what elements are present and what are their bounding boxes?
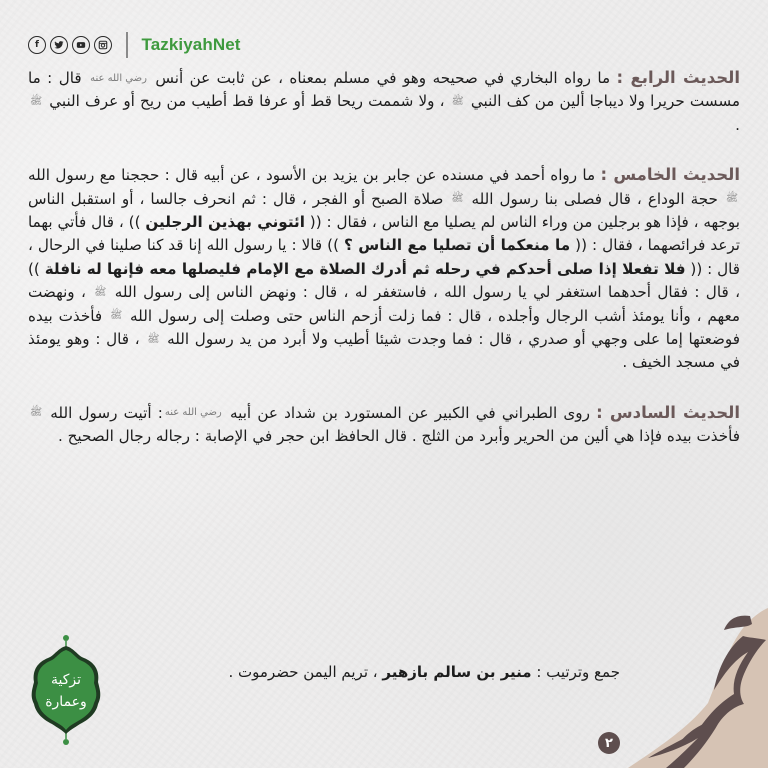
hadith-text: صلاة الصبح أو الفجر ، قال : ثم انحرف جالسا ، أو استقبل الناس بوجهه ، فإذا هو برجلين من وراء الناس لم يصليا مع الناس ، فقال : (( <box>28 189 740 232</box>
logo-text-line2: وعمارة <box>45 694 87 710</box>
youtube-icon[interactable] <box>72 36 90 54</box>
salawat-icon: ﷺ <box>110 310 123 322</box>
salawat-icon: ﷺ <box>451 95 464 107</box>
prophet-quote: ما منعكما أن تصليا مع الناس ؟ <box>344 236 571 255</box>
twitter-icon[interactable] <box>50 36 68 54</box>
hadith-content <box>28 66 740 475</box>
hadith-text: فأخذت بيده فإذا هي ألين من الحرير وأبرد من الثلج . قال الحافظ ابن حجر في الإصابة : رجاله رجال الصحيح . <box>57 427 740 446</box>
facebook-icon[interactable]: f <box>28 36 46 54</box>
hadith-text: ما رواه البخاري في صحيحه وهو في مسلم بمعناه ، عن ثابت عن أنس <box>148 69 617 87</box>
credit-label: جمع وترتيب : <box>531 663 620 681</box>
hadith-title: الحديث الرابع : <box>616 68 740 87</box>
salawat-icon: ﷺ <box>725 193 738 205</box>
logo-text-line1: تزكية <box>50 672 82 688</box>
hadith-text: روى الطبراني في الكبير عن المستورد بن شداد عن أبيه <box>223 403 597 422</box>
radiallahu-anhu-icon: رضي الله عنه <box>90 72 147 84</box>
hadith-6 <box>28 401 740 449</box>
brand-name[interactable]: TazkiyahNet <box>141 35 241 54</box>
hadith-text: ، ونهضت معهم ، وأنا يومئذ أشب الرجال وأجلده ، قال : فما زلت أزحم الناس حتى وصلت إلى رسول الله <box>28 283 740 325</box>
hadith-4 <box>28 66 740 137</box>
prophet-quote: فلا تفعلا إذا صلى أحدكم في رحله ثم أدرك الصلاة مع الإمام فليصلها معه فإنها له نافلة <box>44 259 686 278</box>
author-location: ، تريم اليمن حضرموت . <box>228 663 383 681</box>
instagram-icon[interactable] <box>94 36 112 54</box>
salawat-icon: ﷺ <box>30 95 43 107</box>
hadith-title: الحديث السادس : <box>596 402 740 422</box>
hadith-text: ، قال : وهو يومئذ في مسجد الخيف . <box>28 330 740 372</box>
logo-bottom-dot <box>63 739 69 745</box>
hadith-5 <box>28 163 740 375</box>
prophet-quote: ائتوني بهذين الرجلين <box>145 213 305 232</box>
hadith-text: حجة الوداع ، قال فصلى بنا رسول الله <box>465 189 724 208</box>
author-name: منير بن سالم بازهير <box>382 663 532 681</box>
credit-line <box>229 663 621 681</box>
hadith-title: الحديث الخامس : <box>600 165 740 185</box>
salawat-icon: ﷺ <box>451 193 464 205</box>
page-number: ٢ <box>598 732 620 754</box>
salawat-icon: ﷺ <box>94 286 107 298</box>
logo-top-dot <box>63 635 69 641</box>
hadith-text: ، ولا شممت ريحا قط أو عرفا قط أطيب من ريح أو عرف النبي <box>44 92 450 111</box>
header <box>28 32 241 58</box>
hadith-text: : أتيت رسول الله <box>44 403 163 422</box>
hadith-text: )) ، قال فأتي بهما ترعد فرائصهما ، فقال : (( <box>28 213 740 255</box>
hadith-text: )) ، قال : فقال أحدهما استغفر لي يا رسول الله ، فاستغفر له ، قال : ونهض الناس إلى رسول الله <box>28 259 740 302</box>
radiallahu-anhu-icon: رضي الله عنه <box>164 407 222 419</box>
header-divider <box>126 32 128 58</box>
hadith-text: فأخذت بيده فوضعتها إما على وجهي أو صدري ، قال : فما وجدت شيئا أطيب ولا أبرد من يد رسول الله <box>28 306 741 349</box>
hadith-text: قال : ما مسست حريرا ولا ديباجا ألين من كف النبي <box>28 69 741 111</box>
salawat-icon: ﷺ <box>30 407 43 419</box>
hadith-text: . <box>735 115 740 134</box>
social-links <box>28 36 112 54</box>
hadith-text: )) قالا : يا رسول الله إنا قد كنا صلينا في الرحال ، قال : (( <box>28 236 741 278</box>
salawat-icon: ﷺ <box>147 333 160 345</box>
hadith-text: ما رواه أحمد في مسنده عن جابر بن يزيد بن الأسود ، عن أبيه قال : حججنا مع رسول الله <box>28 166 601 185</box>
tazkiyah-logo <box>28 634 104 746</box>
